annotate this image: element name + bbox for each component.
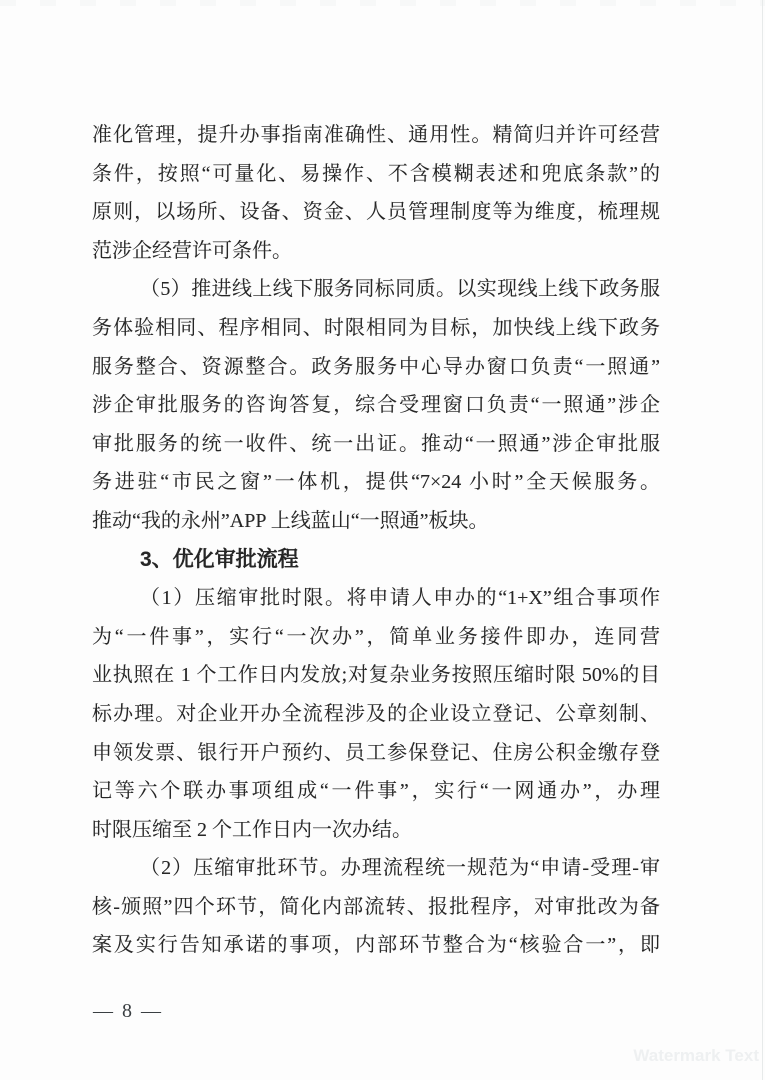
text-line: 案及实行告知承诺的事项，内部环节整合为“核验合一”，即 — [92, 934, 660, 957]
text-line: 业执照在 1 个工作日内发放;对复杂业务按照压缩时限 50%的目 — [92, 664, 660, 687]
text-line: 审批服务的统一收件、统一出证。推动“一照通”涉企审批服 — [92, 432, 660, 455]
text-line: 时限压缩至 2 个工作日内一次办结。 — [92, 818, 412, 841]
document-body — [92, 116, 660, 965]
text-line: 涉企审批服务的咨询答复，综合受理窗口负责“一照通”涉企 — [92, 394, 660, 417]
text-line: 服务整合、资源整合。政务服务中心导办窗口负责“一照通” — [92, 355, 660, 378]
text-line: 标办理。对企业开办全流程涉及的企业设立登记、公章刻制、 — [92, 702, 660, 725]
section-heading: 3、优化审批流程 — [140, 547, 299, 571]
watermark: Watermark Text — [633, 1046, 759, 1065]
text-line: 推动“我的永州”APP 上线蓝山“一照通”板块。 — [92, 509, 489, 532]
text-line: 为“一件事”，实行“一次办”，简单业务接件即办，连同营 — [92, 625, 660, 648]
text-line: 条件，按照“可量化、易操作、不含模糊表述和兜底条款”的 — [92, 162, 660, 185]
text-line: （1）压缩审批时限。将申请人申办的“1+X”组合事项作 — [140, 587, 660, 610]
text-line: 准化管理，提升办事指南准确性、通用性。精简归并许可经营 — [92, 124, 660, 146]
text-line: 务体验相同、程序相同、时限相同为目标，加快线上线下政务 — [92, 316, 660, 339]
text-line: 范涉企经营许可条件。 — [92, 239, 292, 262]
text-line: 核-颁照”四个环节，简化内部流转、报批程序，对审批改为备 — [92, 895, 660, 918]
text-line: 务进驻“市民之窗”一体机，提供“7×24 小时”全天候服务。 — [92, 471, 660, 494]
text-line: 原则，以场所、设备、资金、人员管理制度等为维度，梳理规 — [92, 201, 660, 224]
text-line: （5）推进线上线下服务同标同质。以实现线上线下政务服 — [140, 278, 660, 301]
text-line: 申领发票、银行开户预约、员工参保登记、住房公积金缴存登 — [92, 741, 660, 764]
page-number: — 8 — — [93, 1000, 163, 1022]
scan-edge-top — [0, 0, 765, 6]
text-line: 记等六个联办事项组成“一件事”，实行“一网通办”，办理 — [92, 780, 660, 803]
scan-edge-right — [762, 0, 763, 1080]
text-line: （2）压缩审批环节。办理流程统一规范为“申请-受理-审 — [140, 857, 660, 880]
